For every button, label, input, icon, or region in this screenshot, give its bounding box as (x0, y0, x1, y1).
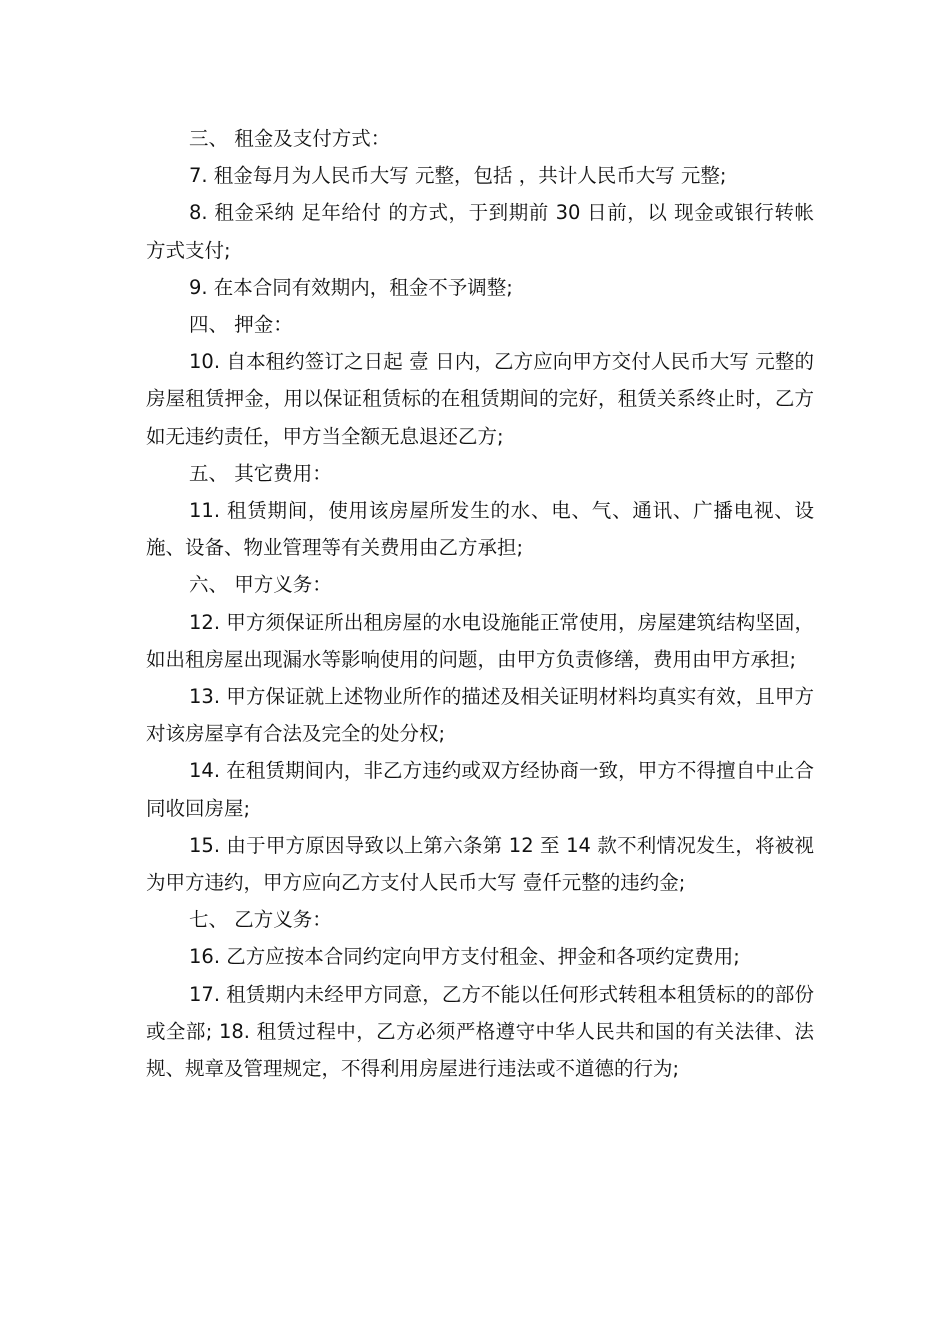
clause-7: 7. 租金每月为人民币大写 元整，包括 ，共计人民币大写 元整; (189, 164, 727, 188)
clause-8: 8. 租金采纳 足年给付 的方式，于到期前 30 日前，以 现金或银行转帐 方式支付; (146, 201, 814, 262)
clause-10: 10. 自本租约签订之日起 壹 日内，乙方应向甲方交付人民币大写 元整的房屋租赁押金，用以保证租赁标的在租赁期间的完好，租赁关系终止时，乙方如无违约责任，甲方当全额无息退还乙方; (146, 350, 814, 448)
clause-12: 12. 甲方须保证所出租房屋的水电设施能正常使用，房屋建筑结构坚固，如出租房屋出现漏水等影响使用的问题，由甲方负责修缮，费用由甲方承担; (146, 610, 814, 671)
clause-16: 16. 乙方应按本合同约定向甲方支付租金、押金和各项约定费用; (189, 945, 740, 969)
document-body (146, 120, 814, 1087)
clause-15: 15. 由于甲方原因导致以上第六条第 12 至 14 款不利情况发生，将被视为甲方违约，甲方应向乙方支付人民币大写 壹仟元整的违约金; (146, 833, 814, 895)
section-heading-other-fees: 五、 其它费用： (189, 461, 332, 485)
clause-11: 11. 租赁期间，使用该房屋所发生的水、电、气、通讯、广播电视、设施、设备、物业管理等有关费用由乙方承担; (146, 499, 814, 560)
clause-13: 13. 甲方保证就上述物业所作的描述及相关证明材料均真实有效，且甲方对该房屋享有合法及完全的处分权; (146, 685, 814, 746)
section-heading-deposit: 四、 押金： (189, 313, 293, 337)
section-heading-party-a-obligations: 六、 甲方义务： (189, 573, 332, 597)
section-heading-rent-payment: 三、 租金及支付方式： (189, 127, 391, 150)
clause-17-18: 17. 租赁期内未经甲方同意，乙方不能以任何形式转租本租赁标的的部份或全部; 18. 租赁过程中，乙方必须严格遵守中华人民共和国的有关法律、法规、规章及管理规定，不得利用房屋进行违法或不道德的行为; (146, 982, 814, 1081)
clause-9: 9. 在本合同有效期内，租金不予调整; (189, 275, 513, 299)
section-heading-party-b-obligations: 七、 乙方义务： (189, 908, 332, 932)
clause-14: 14. 在租赁期间内，非乙方违约或双方经协商一致，甲方不得擅自中止合同收回房屋; (146, 759, 814, 820)
